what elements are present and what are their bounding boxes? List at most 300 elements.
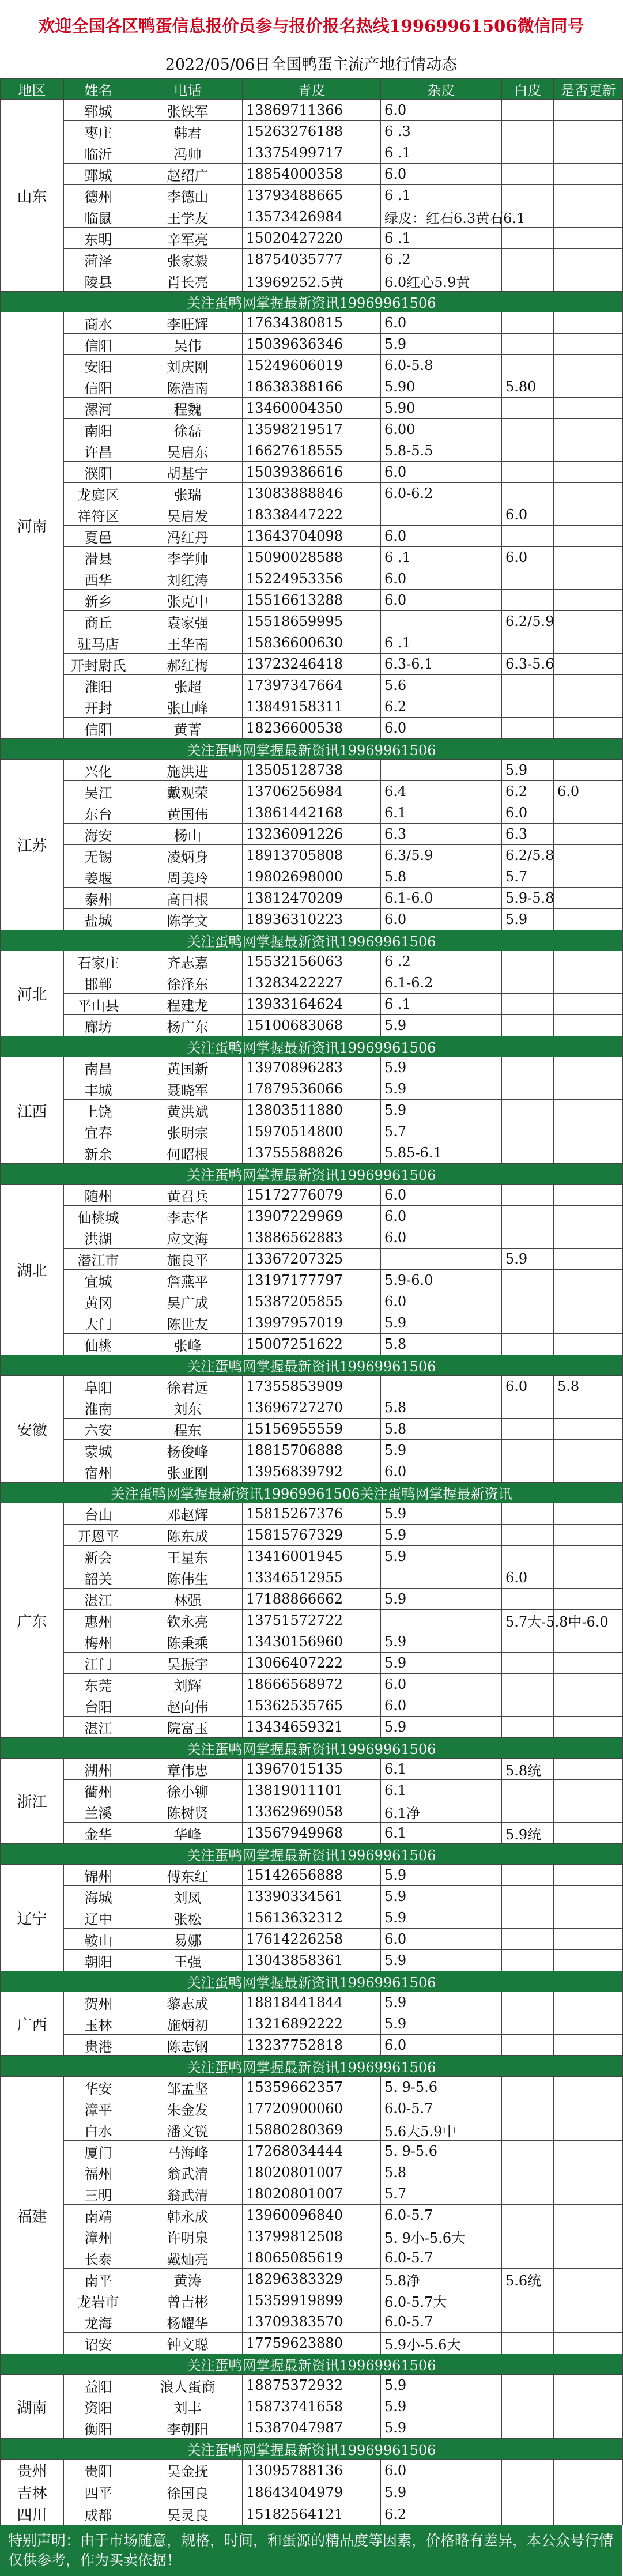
city-cell: 海城 (64, 1886, 133, 1907)
table-row (1, 632, 623, 654)
mixed-price-cell (502, 994, 554, 1015)
white-price-cell (554, 1950, 623, 1971)
city-cell: 宜城 (64, 1270, 133, 1291)
name-cell: 徐磊 (133, 419, 243, 440)
mixed-price-cell (502, 1695, 554, 1717)
separator-row (1, 1036, 623, 1057)
green-price-cell: 5.90 (381, 376, 502, 398)
name-cell: 张铁军 (133, 100, 243, 121)
name-cell: 易娜 (133, 1929, 243, 1950)
mixed-price-cell (502, 1334, 554, 1355)
city-cell: 贵港 (64, 2035, 133, 2056)
green-price-cell: 6.1 (381, 1759, 502, 1780)
city-cell: 蒙城 (64, 1440, 133, 1461)
white-price-cell (554, 1780, 623, 1801)
city-cell: 漯河 (64, 398, 133, 419)
phone-cell: 18818441844 (243, 1992, 381, 2013)
name-cell: 王强 (133, 1950, 243, 1971)
table-row (1, 334, 623, 355)
table-row (1, 185, 623, 206)
phone-cell: 18666568972 (243, 1674, 381, 1695)
green-price-cell: 6.3/5.9 (381, 845, 502, 866)
city-cell: 信阳 (64, 718, 133, 739)
green-price-cell: 绿皮：红石6.3黄石6.1 (381, 206, 502, 228)
table-row (1, 2311, 623, 2333)
table-row (1, 2077, 623, 2098)
separator-row (1, 739, 623, 760)
name-cell: 应文海 (133, 1227, 243, 1249)
white-price-cell (554, 1907, 623, 1929)
white-price-cell: 6.0 (554, 781, 623, 802)
mixed-price-cell (502, 2035, 554, 2056)
mixed-price-cell (502, 355, 554, 376)
table-row (1, 1567, 623, 1589)
green-price-cell: 5.7 (381, 2183, 502, 2205)
city-cell: 贵阳 (64, 2460, 133, 2481)
name-cell: 潘文锐 (133, 2119, 243, 2141)
city-cell: 南靖 (64, 2205, 133, 2226)
phone-cell: 13812470209 (243, 888, 381, 909)
table-row (1, 1801, 623, 1823)
phone-cell: 13907229969 (243, 1206, 381, 1227)
phone-cell: 15613632312 (243, 1907, 381, 1929)
white-price-cell (554, 2460, 623, 2481)
phone-cell: 13643704098 (243, 526, 381, 547)
phone-cell: 13283422227 (243, 972, 381, 994)
white-price-cell (554, 802, 623, 824)
phone-cell: 13430156960 (243, 1631, 381, 1653)
mixed-price-cell (502, 2119, 554, 2141)
name-cell: 黄召兵 (133, 1185, 243, 1206)
table-row (1, 1397, 623, 1419)
mixed-price-cell (502, 2481, 554, 2503)
city-cell: 仙桃城 (64, 1206, 133, 1227)
phone-cell: 13460004350 (243, 398, 381, 419)
mixed-price-cell (502, 1461, 554, 1483)
white-price-cell (554, 1567, 623, 1589)
mixed-price-cell (502, 1291, 554, 1312)
name-cell: 李学帅 (133, 547, 243, 568)
green-price-cell: 6.3 (381, 824, 502, 845)
city-cell: 丰城 (64, 1078, 133, 1100)
name-cell: 肖长亮 (133, 270, 243, 292)
city-cell: 资阳 (64, 2396, 133, 2417)
phone-cell: 19802698000 (243, 866, 381, 888)
name-cell: 章伟忠 (133, 1759, 243, 1780)
green-price-cell: 6.0 (381, 164, 502, 185)
name-cell: 邹孟坚 (133, 2077, 243, 2098)
mixed-price-cell (502, 1525, 554, 1546)
phone-cell: 15039636346 (243, 334, 381, 355)
mixed-price-cell: 6.0 (502, 504, 554, 526)
name-cell: 齐志嘉 (133, 951, 243, 972)
name-cell: 徐国良 (133, 2481, 243, 2503)
name-cell: 许明泉 (133, 2226, 243, 2247)
city-cell: 黄冈 (64, 1291, 133, 1312)
mixed-price-cell (502, 951, 554, 972)
province-cell: 四川 (1, 2503, 64, 2525)
white-price-cell (554, 972, 623, 994)
city-cell: 锦州 (64, 1865, 133, 1886)
green-price-cell: 6.0-6.2 (381, 483, 502, 504)
city-cell: 龙海 (64, 2311, 133, 2333)
province-cell: 贵州 (1, 2460, 64, 2481)
white-price-cell (554, 1653, 623, 1674)
mixed-price-cell (502, 1397, 554, 1419)
city-cell: 德州 (64, 185, 133, 206)
mixed-price-cell (502, 1078, 554, 1100)
table-row (1, 1759, 623, 1780)
white-price-cell (554, 2290, 623, 2311)
table-row (1, 845, 623, 866)
city-cell: 商丘 (64, 611, 133, 632)
mixed-price-cell: 5.9-5.8 (502, 888, 554, 909)
green-price-cell: 5.8 (381, 1397, 502, 1419)
green-price-cell: 6.1-6.2 (381, 972, 502, 994)
mixed-price-cell (502, 249, 554, 270)
phone-cell: 18236600538 (243, 718, 381, 739)
white-price-cell (554, 100, 623, 121)
mixed-price-cell: 6.0 (502, 547, 554, 568)
city-cell: 新余 (64, 1142, 133, 1164)
white-price-cell (554, 2503, 623, 2525)
mixed-price-cell (502, 100, 554, 121)
green-price-cell: 6.00 (381, 419, 502, 440)
name-cell: 周美玲 (133, 866, 243, 888)
phone-cell: 15362535765 (243, 1695, 381, 1717)
phone-cell: 17355853909 (243, 1376, 381, 1397)
name-cell: 马海峰 (133, 2141, 243, 2162)
name-cell: 李朝阳 (133, 2417, 243, 2439)
mixed-price-cell (502, 1780, 554, 1801)
phone-cell: 13997957019 (243, 1312, 381, 1334)
phone-cell: 13567949968 (243, 1823, 381, 1844)
white-price-cell (554, 270, 623, 292)
city-cell: 南昌 (64, 1057, 133, 1078)
green-price-cell: 6 .2 (381, 249, 502, 270)
phone-cell: 18643404979 (243, 2481, 381, 2503)
green-price-cell: 5.9 (381, 2417, 502, 2439)
green-price-cell: 6.0 (381, 462, 502, 483)
phone-cell: 13434659321 (243, 1717, 381, 1738)
phone-cell: 15263276188 (243, 121, 381, 142)
city-cell: 西华 (64, 568, 133, 590)
white-price-cell (554, 2375, 623, 2396)
mixed-price-cell (502, 718, 554, 739)
green-price-cell: 6.0-5.7大 (381, 2290, 502, 2311)
phone-cell: 15100683068 (243, 1015, 381, 1036)
green-price-cell: 5.9 (381, 2375, 502, 2396)
city-cell: 夏邑 (64, 526, 133, 547)
white-price-cell (554, 376, 623, 398)
province-cell: 河南 (1, 312, 64, 739)
green-price-cell: 5.9 (381, 1100, 502, 1121)
city-cell: 金华 (64, 1823, 133, 1844)
mixed-price-cell (502, 1270, 554, 1291)
white-price-cell (554, 2077, 623, 2098)
green-price-cell: 6.0 (381, 1929, 502, 1950)
mixed-price-cell (502, 2396, 554, 2417)
name-cell: 张克中 (133, 590, 243, 611)
name-cell: 赵绍广 (133, 164, 243, 185)
city-cell: 石家庄 (64, 951, 133, 972)
phone-cell: 18875372932 (243, 2375, 381, 2396)
name-cell: 刘东 (133, 1397, 243, 1419)
mixed-price-cell: 6.2 (502, 781, 554, 802)
phone-cell: 15039386616 (243, 462, 381, 483)
city-cell: 上饶 (64, 1100, 133, 1121)
separator-text: 关注蛋鸭网掌握最新资讯19969961506 (1, 2439, 623, 2460)
table-row (1, 2396, 623, 2417)
table-row (1, 781, 623, 802)
white-price-cell (554, 951, 623, 972)
green-price-cell: 6.0 (381, 312, 502, 334)
mixed-price-cell (502, 1992, 554, 2013)
table-row (1, 1121, 623, 1142)
mixed-price-cell: 6.0 (502, 1376, 554, 1397)
city-cell: 玉林 (64, 2013, 133, 2035)
phone-cell: 17614226258 (243, 1929, 381, 1950)
separator-text: 关注蛋鸭网掌握最新资讯19969961506 (1, 1844, 623, 1865)
phone-cell: 15532156063 (243, 951, 381, 972)
mixed-price-cell (502, 164, 554, 185)
city-cell: 福州 (64, 2162, 133, 2183)
white-price-cell (554, 2183, 623, 2205)
mixed-price-cell (502, 1546, 554, 1567)
table-row (1, 2460, 623, 2481)
province-cell: 河北 (1, 951, 64, 1036)
white-price-cell (554, 1291, 623, 1312)
name-cell: 张亚刚 (133, 1461, 243, 1483)
phone-cell: 17759623880 (243, 2333, 381, 2354)
city-cell: 兰溪 (64, 1801, 133, 1823)
mixed-price-cell (502, 2162, 554, 2183)
phone-cell: 13819011101 (243, 1780, 381, 1801)
phone-cell: 13869711366 (243, 100, 381, 121)
mixed-price-cell (502, 2375, 554, 2396)
phone-cell: 13969252.5黄 (243, 270, 381, 292)
name-cell: 朱金发 (133, 2098, 243, 2119)
white-price-cell (554, 2481, 623, 2503)
phone-cell: 13709383570 (243, 2311, 381, 2333)
mixed-price-cell (502, 1227, 554, 1249)
green-price-cell (381, 760, 502, 781)
green-price-cell: 6.0-5.7 (381, 2098, 502, 2119)
white-price-cell (554, 228, 623, 249)
green-price-cell: 6.0 (381, 1461, 502, 1483)
mixed-price-cell (502, 1142, 554, 1164)
table-row (1, 1950, 623, 1971)
table-row (1, 483, 623, 504)
table-row (1, 1206, 623, 1227)
green-price-cell: 6 .1 (381, 632, 502, 654)
province-cell: 福建 (1, 2077, 64, 2354)
phone-cell: 15387047987 (243, 2417, 381, 2439)
white-price-cell (554, 1227, 623, 1249)
white-price-cell (554, 1078, 623, 1100)
table-row (1, 2290, 623, 2311)
mixed-price-cell (502, 483, 554, 504)
table-row (1, 994, 623, 1015)
table-row (1, 951, 623, 972)
white-price-cell (554, 483, 623, 504)
green-price-cell: 5.9 (381, 1653, 502, 1674)
city-cell: 驻马店 (64, 632, 133, 654)
green-price-cell: 6.0 (381, 909, 502, 930)
phone-cell: 13095788136 (243, 2460, 381, 2481)
table-row (1, 1886, 623, 1907)
white-price-cell (554, 824, 623, 845)
green-price-cell: 6.1 (381, 1823, 502, 1844)
phone-cell: 18065085619 (243, 2247, 381, 2269)
white-price-cell (554, 675, 623, 696)
white-price-cell (554, 1546, 623, 1567)
table-row (1, 100, 623, 121)
white-price-cell (554, 888, 623, 909)
province-cell: 江西 (1, 1057, 64, 1164)
white-price-cell (554, 1057, 623, 1078)
name-cell: 曾吉彬 (133, 2290, 243, 2311)
city-cell: 淮南 (64, 1397, 133, 1419)
city-cell: 东明 (64, 228, 133, 249)
white-price-cell: 5.8 (554, 1376, 623, 1397)
phone-cell: 15156955559 (243, 1419, 381, 1440)
mixed-price-cell: 6.3-5.6 (502, 654, 554, 675)
phone-cell: 13696727270 (243, 1397, 381, 1419)
white-price-cell (554, 2162, 623, 2183)
name-cell: 杨耀华 (133, 2311, 243, 2333)
name-cell: 程东 (133, 1419, 243, 1440)
phone-cell: 13375499717 (243, 142, 381, 164)
table-row (1, 398, 623, 419)
white-price-cell (554, 164, 623, 185)
name-cell: 吴金抚 (133, 2460, 243, 2481)
white-price-cell (554, 2417, 623, 2439)
header-green-shell: 青皮 (243, 79, 381, 100)
mixed-price-cell (502, 1631, 554, 1653)
mixed-price-cell (502, 121, 554, 142)
phone-cell: 15359919899 (243, 2290, 381, 2311)
header-white-shell: 白皮 (502, 79, 554, 100)
table-row (1, 440, 623, 462)
name-cell: 吴振宇 (133, 1653, 243, 1674)
green-price-cell: 5.8 (381, 866, 502, 888)
name-cell: 王华南 (133, 632, 243, 654)
name-cell: 冯帅 (133, 142, 243, 164)
mixed-price-cell (502, 2417, 554, 2439)
white-price-cell (554, 1334, 623, 1355)
name-cell: 刘丰 (133, 2396, 243, 2417)
name-cell: 张峰 (133, 1334, 243, 1355)
white-price-cell (554, 1992, 623, 2013)
header-phone: 电话 (133, 79, 243, 100)
city-cell: 菏泽 (64, 249, 133, 270)
green-price-cell: 5.9 (381, 1440, 502, 1461)
province-cell: 安徽 (1, 1376, 64, 1483)
white-price-cell (554, 760, 623, 781)
phone-cell: 13970896283 (243, 1057, 381, 1078)
name-cell: 胡基宁 (133, 462, 243, 483)
white-price-cell (554, 355, 623, 376)
mixed-price-cell (502, 462, 554, 483)
name-cell: 张瑞 (133, 483, 243, 504)
name-cell: 施炳初 (133, 2013, 243, 2035)
phone-cell: 17879536066 (243, 1078, 381, 1100)
mixed-price-cell (502, 2013, 554, 2035)
city-cell: 湛江 (64, 1717, 133, 1738)
city-cell: 大门 (64, 1312, 133, 1334)
white-price-cell (554, 206, 623, 228)
phone-cell: 15359662357 (243, 2077, 381, 2098)
city-cell: 江门 (64, 1653, 133, 1674)
phone-cell: 15880280369 (243, 2119, 381, 2141)
table-row (1, 675, 623, 696)
city-cell: 鞍山 (64, 1929, 133, 1950)
table-row (1, 1100, 623, 1121)
mixed-price-cell (502, 1121, 554, 1142)
city-cell: 盐城 (64, 909, 133, 930)
name-cell: 李旺辉 (133, 312, 243, 334)
separator-row (1, 1164, 623, 1185)
table-row (1, 972, 623, 994)
city-cell: 四平 (64, 2481, 133, 2503)
city-cell: 陵县 (64, 270, 133, 292)
green-price-cell: 6.2 (381, 696, 502, 718)
city-cell: 廊坊 (64, 1015, 133, 1036)
green-price-cell: 6.0-5.7 (381, 2311, 502, 2333)
table-row (1, 1312, 623, 1334)
green-price-cell: 5.9 (381, 2013, 502, 2035)
white-price-cell (554, 2396, 623, 2417)
city-cell: 长泰 (64, 2247, 133, 2269)
mixed-price-cell (502, 1057, 554, 1078)
separator-text: 关注蛋鸭网掌握最新资讯19969961506 (1, 1355, 623, 1376)
phone-cell: 13390334561 (243, 1886, 381, 1907)
white-price-cell (554, 526, 623, 547)
table-row (1, 2226, 623, 2247)
white-price-cell (554, 1589, 623, 1610)
table-row (1, 547, 623, 568)
city-cell: 安阳 (64, 355, 133, 376)
table-row (1, 1589, 623, 1610)
mixed-price-cell (502, 2290, 554, 2311)
city-cell: 许昌 (64, 440, 133, 462)
white-price-cell (554, 419, 623, 440)
table-row (1, 2162, 623, 2183)
mixed-price-cell (502, 526, 554, 547)
mixed-price-cell: 5.9 (502, 760, 554, 781)
city-cell: 衢州 (64, 1780, 133, 1801)
phone-cell: 17268034444 (243, 2141, 381, 2162)
separator-row (1, 2354, 623, 2375)
city-cell: 贺州 (64, 1992, 133, 2013)
phone-cell: 15142656888 (243, 1865, 381, 1886)
white-price-cell (554, 185, 623, 206)
mixed-price-cell: 5.9 (502, 909, 554, 930)
white-price-cell (554, 1419, 623, 1440)
separator-text: 关注蛋鸭网掌握最新资讯19969961506 (1, 2354, 623, 2375)
white-price-cell (554, 632, 623, 654)
table-row (1, 1142, 623, 1164)
phone-cell: 13346512955 (243, 1567, 381, 1589)
phone-cell: 15516613288 (243, 590, 381, 611)
table-row (1, 1717, 623, 1738)
green-price-cell (381, 1610, 502, 1631)
province-cell: 湖北 (1, 1185, 64, 1355)
table-row (1, 142, 623, 164)
name-cell: 陈浩南 (133, 376, 243, 398)
name-cell: 张超 (133, 675, 243, 696)
